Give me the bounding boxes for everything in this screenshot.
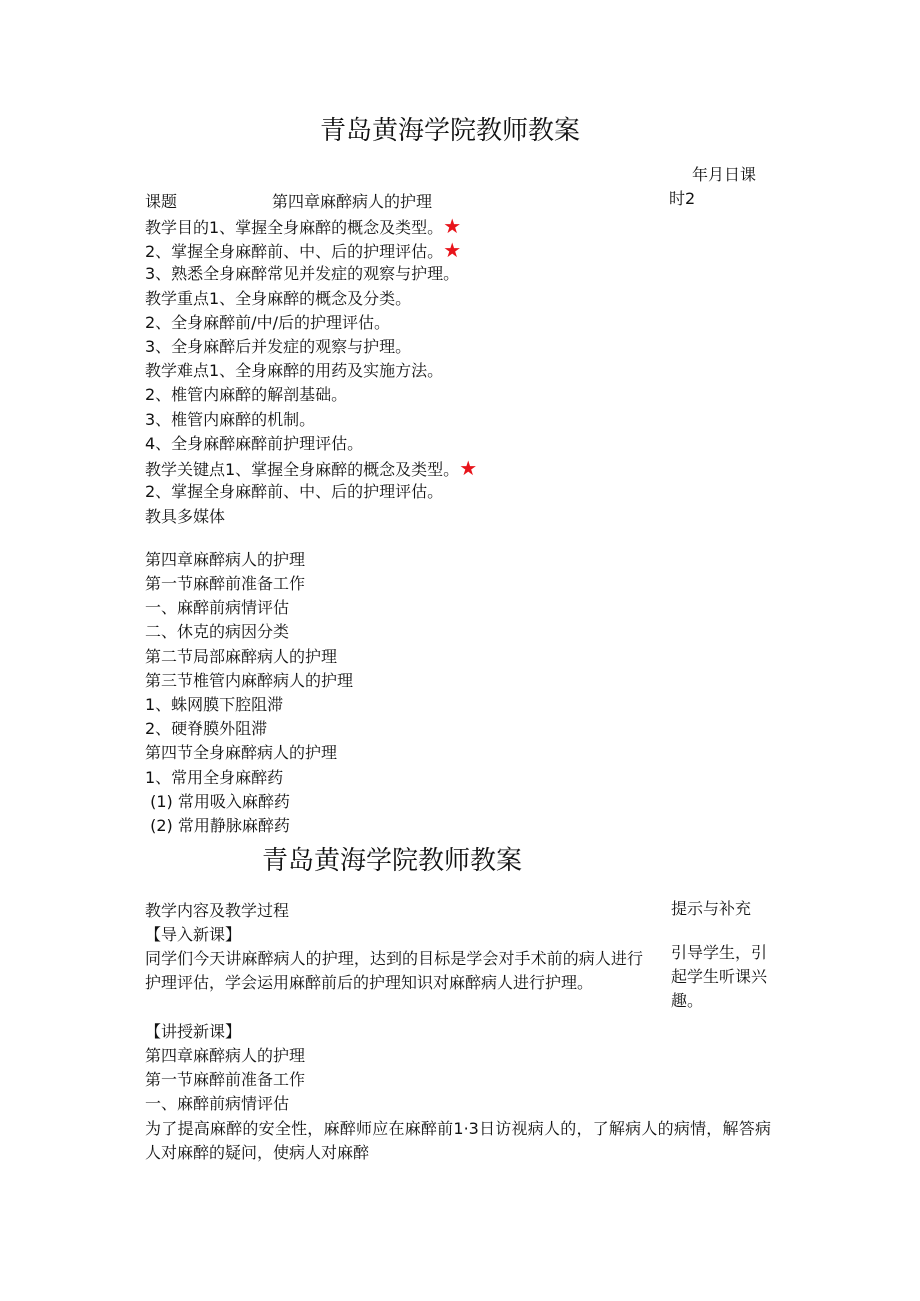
difficulty-line-4: 4、全身麻醉麻醉前护理评估。 — [145, 434, 364, 453]
outline-item: 第四章麻醉病人的护理 — [145, 550, 306, 569]
star-icon: ★ — [443, 214, 462, 238]
outline-item: (2) 常用静脉麻醉药 — [145, 816, 290, 835]
chapter-heading: 第四章麻醉病人的护理 — [145, 1046, 306, 1065]
content-header: 教学内容及教学过程 — [145, 901, 290, 920]
outline-item: 第一节麻醉前准备工作 — [145, 574, 306, 593]
lecture-heading: 【讲授新课】 — [145, 1022, 242, 1041]
side-note: 引导学生，引起学生听课兴趣。 — [671, 943, 768, 1011]
topic-label: 课题 — [145, 192, 178, 211]
intro-heading: 【导入新课】 — [145, 925, 242, 944]
intro-paragraph: 同学们今天讲麻醉病人的护理，达到的目标是学会对手术前的病人进行护理评估，学会运用麻醉前后的护理知识对麻醉病人进行护理。 — [145, 949, 643, 993]
outline-item: (1) 常用吸入麻醉药 — [145, 792, 290, 811]
objective-line-3: 3、熟悉全身麻醉常见并发症的观察与护理。 — [145, 264, 460, 283]
focus-line-2: 2、全身麻醉前/中/后的护理评估。 — [145, 313, 390, 332]
star-icon: ★ — [443, 238, 462, 262]
subsection-heading: 一、麻醉前病情评估 — [145, 1094, 290, 1113]
key-point-line-1: 教学关键点1、掌握全身麻醉的概念及类型。★ — [145, 456, 478, 480]
outline-item: 二、休克的病因分类 — [145, 622, 290, 641]
page-title-2: 青岛黄海学院教师教案 — [262, 846, 523, 876]
outline-item: 一、麻醉前病情评估 — [145, 598, 290, 617]
page-title: 青岛黄海学院教师教案 — [320, 116, 581, 146]
difficulty-line-1: 教学难点1、全身麻醉的用药及实施方法。 — [145, 361, 444, 380]
objective-line-2: 2、掌握全身麻醉前、中、后的护理评估。★ — [145, 238, 462, 262]
star-icon: ★ — [459, 456, 478, 480]
outline-item: 第二节局部麻醉病人的护理 — [145, 647, 338, 666]
outline-item: 第四节全身麻醉病人的护理 — [145, 743, 338, 762]
objective-line-1: 教学目的1、掌握全身麻醉的概念及类型。★ — [145, 214, 462, 238]
hours-label: 时2 — [669, 189, 696, 208]
difficulty-line-2: 2、椎管内麻醉的解剖基础。 — [145, 385, 348, 404]
focus-line-1: 教学重点1、全身麻醉的概念及分类。 — [145, 289, 412, 308]
outline-item: 1、蛛网膜下腔阻滞 — [145, 695, 284, 714]
difficulty-line-3: 3、椎管内麻醉的机制。 — [145, 410, 316, 429]
outline-item: 第三节椎管内麻醉病人的护理 — [145, 671, 354, 690]
date-label: 年月日课 — [692, 165, 757, 184]
outline-item: 1、常用全身麻醉药 — [145, 768, 284, 787]
section-heading: 第一节麻醉前准备工作 — [145, 1070, 306, 1089]
key-point-line-2: 2、掌握全身麻醉前、中、后的护理评估。 — [145, 482, 444, 501]
focus-line-3: 3、全身麻醉后并发症的观察与护理。 — [145, 337, 412, 356]
body-paragraph: 为了提高麻醉的安全性，麻醉师应在麻醉前1·3日访视病人的，了解病人的病情，解答病人对麻醉的疑问，使病人对麻醉 — [145, 1119, 771, 1163]
teaching-aids: 教具多媒体 — [145, 507, 226, 526]
topic-value: 第四章麻醉病人的护理 — [272, 192, 433, 211]
outline-item: 2、硬脊膜外阻滞 — [145, 719, 268, 738]
side-header: 提示与补充 — [671, 899, 752, 918]
